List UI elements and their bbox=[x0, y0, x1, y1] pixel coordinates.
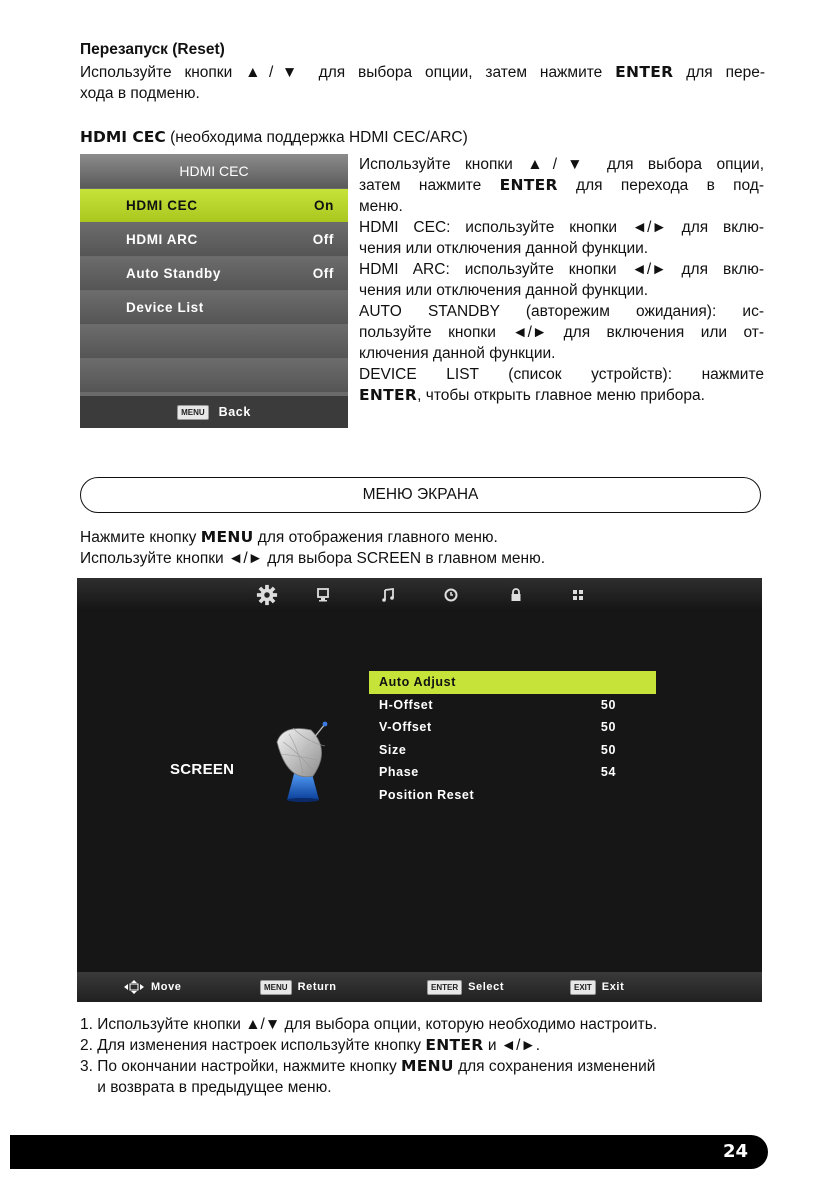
menu-row-label: Device List bbox=[126, 300, 204, 315]
text-segment: для перехода в под- bbox=[557, 177, 764, 194]
hint-move bbox=[123, 972, 182, 1002]
desc-line bbox=[359, 238, 764, 259]
option-label: Size bbox=[379, 742, 407, 757]
hint-return bbox=[260, 972, 337, 1002]
screen-menu bbox=[77, 578, 762, 1002]
text-segment: , чтобы открыть главное меню прибора. bbox=[417, 387, 705, 404]
page-footer-bar bbox=[10, 1135, 768, 1169]
menu-row-value: Off bbox=[312, 232, 334, 247]
text-segment: DEVICE LIST (список устройств): нажмите bbox=[359, 366, 764, 383]
hint-select-label: Select bbox=[468, 981, 505, 993]
option-label: Position Reset bbox=[379, 787, 475, 802]
text-segment: для сохранения изменений bbox=[453, 1058, 656, 1075]
menu-row-device-list[interactable] bbox=[80, 291, 348, 324]
text-segment: меню. bbox=[359, 198, 403, 215]
back-label[interactable]: Back bbox=[218, 405, 251, 419]
option-value: 50 bbox=[600, 720, 616, 734]
menu-key-icon: MENU bbox=[260, 980, 292, 995]
menu-row-empty bbox=[80, 359, 348, 392]
option-v-offset[interactable] bbox=[369, 716, 656, 739]
key-name: MENU bbox=[200, 528, 254, 546]
option-h-offset[interactable] bbox=[369, 694, 656, 717]
menu-row-label: Auto Standby bbox=[126, 266, 221, 281]
desc-line bbox=[359, 196, 764, 217]
key-name: ENTER bbox=[425, 1036, 484, 1054]
hdmi-cec-heading-bold: HDMI CEC bbox=[80, 128, 166, 146]
enter-keyword: ENTER bbox=[615, 63, 674, 81]
text-segment: HDMI CEC: используйте кнопки ◄/► для вклю- bbox=[359, 219, 764, 236]
hdmi-cec-menu-footer bbox=[80, 396, 348, 428]
reset-body bbox=[80, 62, 765, 104]
option-label: Auto Adjust bbox=[379, 675, 456, 689]
text-segment: и возврата в предыдущее меню. bbox=[80, 1079, 332, 1096]
clock-icon[interactable] bbox=[442, 586, 460, 604]
move-arrows-icon bbox=[123, 980, 145, 994]
menu-row-value: On bbox=[314, 198, 334, 213]
desc-line bbox=[359, 259, 764, 280]
text-segment: Используйте кнопки ▲/▼ для выбора опции, bbox=[359, 156, 764, 173]
menu-tab-bar bbox=[77, 578, 762, 612]
enter-key-icon: ENTER bbox=[427, 980, 462, 995]
hdmi-cec-description bbox=[359, 154, 764, 406]
hint-select bbox=[427, 972, 504, 1002]
intro-line bbox=[80, 527, 765, 548]
desc-line bbox=[359, 280, 764, 301]
key-name: ENTER bbox=[359, 386, 418, 404]
text-segment: ключения данной функции. bbox=[359, 345, 556, 362]
desc-line bbox=[359, 364, 764, 385]
hdmi-cec-menu bbox=[80, 154, 348, 428]
option-value: 50 bbox=[600, 742, 616, 757]
section-title: МЕНЮ ЭКРАНА bbox=[80, 477, 761, 513]
key-name: ENTER bbox=[499, 176, 558, 194]
desc-line bbox=[359, 343, 764, 364]
hint-move-label: Move bbox=[151, 981, 182, 993]
exit-key-icon: EXIT bbox=[570, 980, 596, 995]
option-value: 50 bbox=[600, 697, 616, 712]
menu-row-label: HDMI ARC bbox=[126, 232, 198, 247]
menu-row-auto-standby[interactable] bbox=[80, 257, 348, 290]
hint-return-label: Return bbox=[297, 981, 337, 993]
text-segment: пользуйте кнопки ◄/► для включения или от- bbox=[359, 324, 764, 341]
reset-body-text: для пере- bbox=[673, 64, 765, 81]
hdmi-cec-menu-title: HDMI CEC bbox=[80, 154, 348, 188]
option-label: Phase bbox=[379, 765, 419, 779]
desc-line bbox=[359, 322, 764, 343]
menu-row-label: HDMI CEC bbox=[126, 198, 198, 213]
menu-row-empty bbox=[80, 325, 348, 358]
screen-label: SCREEN bbox=[170, 761, 235, 778]
option-auto-adjust[interactable] bbox=[369, 671, 656, 694]
text-segment: 1. Используйте кнопки ▲/▼ для выбора опции, которую необходимо настроить. bbox=[80, 1016, 658, 1033]
lock-icon[interactable] bbox=[507, 586, 525, 604]
step-line bbox=[80, 1056, 770, 1077]
monitor-icon[interactable] bbox=[314, 586, 332, 604]
section-intro bbox=[80, 527, 765, 569]
option-position-reset[interactable] bbox=[369, 784, 656, 807]
text-segment: и ◄/►. bbox=[483, 1037, 541, 1054]
hdmi-cec-heading bbox=[80, 127, 468, 148]
desc-line bbox=[359, 217, 764, 238]
text-segment: чения или отключения данной функции. bbox=[359, 282, 649, 299]
satellite-dish-icon bbox=[273, 720, 335, 802]
reset-title: Перезапуск (Reset) bbox=[80, 41, 225, 58]
music-note-icon[interactable] bbox=[379, 586, 397, 604]
text-segment: AUTO STANDBY (авторежим ожидания): ис- bbox=[359, 303, 764, 320]
hint-exit-label: Exit bbox=[601, 981, 625, 993]
key-name: MENU bbox=[401, 1057, 454, 1075]
menu-row-hdmi-arc[interactable] bbox=[80, 223, 348, 256]
option-phase[interactable] bbox=[369, 761, 656, 784]
text-segment: затем нажмите bbox=[359, 177, 500, 194]
reset-body-text: Используйте кнопки ▲/▼ для выбора опции, затем нажмите bbox=[80, 64, 616, 81]
text-segment: Используйте кнопки ◄/► для выбора SCREEN в главном меню. bbox=[80, 550, 546, 567]
gear-icon[interactable] bbox=[256, 584, 278, 606]
step-line bbox=[80, 1014, 770, 1035]
text-segment: для отображения главного меню. bbox=[253, 529, 498, 546]
intro-line bbox=[80, 548, 765, 569]
option-label: H-Offset bbox=[379, 697, 434, 712]
menu-row-value: Off bbox=[312, 266, 334, 281]
step-line bbox=[80, 1077, 770, 1098]
screen-menu-hints bbox=[77, 972, 762, 1002]
step-line bbox=[80, 1035, 770, 1056]
reset-body-line: хода в подменю. bbox=[80, 85, 200, 102]
instruction-steps bbox=[80, 1014, 770, 1098]
page-number: 24 bbox=[722, 1141, 748, 1162]
hdmi-cec-heading-rest: (необходима поддержка HDMI CEC/ARC) bbox=[165, 129, 468, 146]
text-segment: HDMI ARC: используйте кнопки ◄/► для вклю- bbox=[359, 261, 764, 278]
screen-options-list bbox=[369, 671, 656, 806]
desc-line bbox=[359, 385, 764, 406]
text-segment: Нажмите кнопку bbox=[80, 529, 201, 546]
option-value: 54 bbox=[600, 765, 616, 779]
option-size[interactable] bbox=[369, 739, 656, 762]
desc-line bbox=[359, 154, 764, 175]
menu-key-icon: MENU bbox=[177, 405, 209, 420]
desc-line bbox=[359, 175, 764, 196]
hint-exit bbox=[570, 972, 624, 1002]
desc-line bbox=[359, 301, 764, 322]
text-segment: 2. Для изменения настроек используйте кнопку bbox=[80, 1037, 426, 1054]
text-segment: чения или отключения данной функции. bbox=[359, 240, 649, 257]
grid-icon[interactable] bbox=[569, 586, 587, 604]
text-segment: 3. По окончании настройки, нажмите кнопку bbox=[80, 1058, 401, 1075]
menu-row-hdmi-cec[interactable] bbox=[80, 189, 348, 222]
option-label: V-Offset bbox=[379, 720, 432, 734]
